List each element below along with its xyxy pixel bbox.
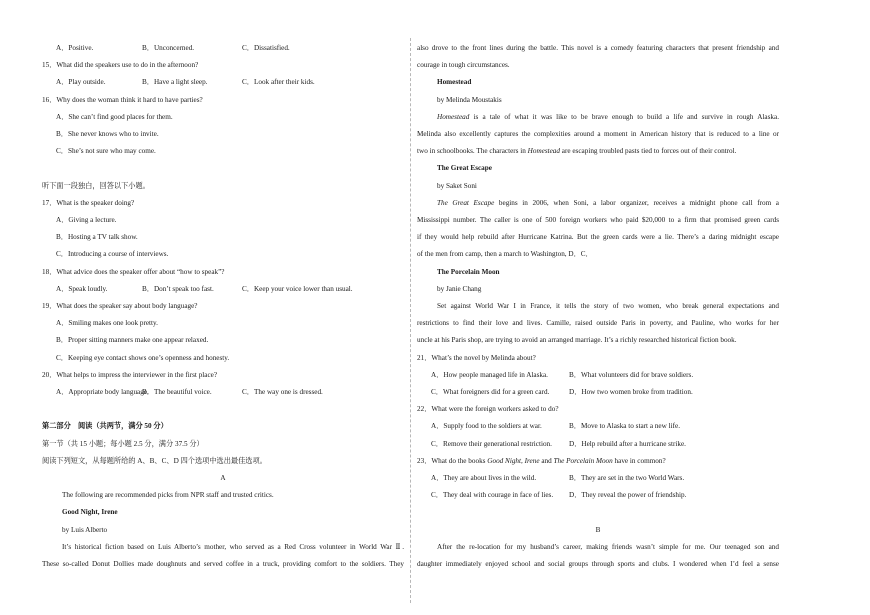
option: C．She’s not sure who may come. — [56, 147, 156, 156]
option: A．Appropriate body language. — [56, 388, 149, 397]
question-21: 21．What’s the novel by Melinda about? — [417, 353, 536, 362]
book-title: The Great Escape — [437, 164, 492, 173]
paragraph-line: It’s historical fiction based on Luis Alberto’s mother, who served as a Red Cross volunteer in World War Ⅱ. — [62, 542, 404, 551]
option: C．The way one is dressed. — [242, 388, 323, 397]
right-column — [417, 40, 779, 573]
question-15: 15．What did the speakers use to do in the afternoon? — [42, 61, 199, 70]
book-title: Good Night, Irene — [62, 508, 118, 517]
paragraph-line — [417, 195, 779, 212]
paragraph-line: restrictions to find their love and lives. Camille, raised outside Paris in poverty, and Pauline, who works for her — [417, 319, 779, 328]
option: C．Remove their generational restriction. — [431, 439, 552, 448]
text: 23．What do the books — [417, 456, 488, 465]
question-22: 22．What were the foreign workers asked to do? — [417, 405, 559, 414]
book-title-italic: Good Night, Irene — [487, 456, 540, 465]
section-one-heading: 第一节（共 15 小题；每小题 2.5 分，满分 37.5 分） — [42, 439, 204, 448]
option: C．Look after their kids. — [242, 78, 315, 87]
option: C．Introducing a course of interviews. — [56, 250, 169, 259]
paragraph-line: if they would help rebuild after Hurricane Katrina. But the green cards were a lie. There’s a daring midnight escape — [417, 233, 779, 242]
paragraph-line: Mississippi number. The caller is one of 500 foreign workers who paid $20,000 to a firm that promised green cards — [417, 216, 779, 225]
option: B．Proper sitting manners make one appear relaxed. — [56, 336, 209, 345]
book-title-italic: Homestead — [437, 112, 470, 121]
q22-options-row2 — [417, 436, 779, 453]
option: C．Keep your voice lower than usual. — [242, 284, 353, 293]
question-20: 20．What helps to impress the interviewer in the first place? — [42, 370, 218, 379]
book-author: by Janie Chang — [437, 284, 482, 293]
option: A．Positive. — [56, 44, 94, 52]
option: A．Giving a lecture. — [56, 216, 117, 225]
book-title: The Porcelain Moon — [437, 267, 500, 276]
option: A．Play outside. — [56, 78, 106, 87]
option: B．She never knows who to invite. — [56, 130, 159, 139]
option: B．They are set in the two World Wars. — [569, 474, 685, 483]
text: are escaping troubled pasts tied to forces out of their control. — [560, 147, 737, 156]
option: A．They are about lives in the wild. — [431, 474, 537, 483]
q20-options — [42, 384, 404, 401]
book-author: by Luis Alberto — [62, 525, 108, 534]
option: B．The beautiful voice. — [142, 388, 212, 397]
paragraph-line: Set against World War I in France, it tells the story of two women, who break general expectations and — [437, 302, 779, 311]
passage-a-label: A — [220, 474, 226, 483]
option: A．Smiling makes one look pretty. — [56, 319, 158, 328]
paragraph-line — [417, 109, 779, 126]
option: B．Move to Alaska to start a new life. — [569, 422, 680, 431]
option: A．She can’t find good places for them. — [56, 112, 173, 121]
q14-options — [42, 40, 404, 57]
option: B．Hosting a TV talk show. — [56, 233, 138, 242]
column-divider — [410, 38, 411, 603]
option: A．How people managed life in Alaska. — [431, 370, 548, 379]
option: C．Keeping eye contact shows one’s openness and honesty. — [56, 353, 230, 362]
question-18: 18．What advice does the speaker offer about “how to speak”? — [42, 267, 225, 276]
option: B．What volunteers did for brave soldiers. — [569, 370, 694, 379]
text: begins in 2006, when Soni, a labor organizer, receives a midnight phone call from a — [494, 198, 779, 207]
book-title-italic: Homestead — [527, 147, 560, 156]
book-author: by Melinda Moustakis — [437, 95, 502, 104]
passage-b-label: B — [595, 525, 601, 534]
paragraph-line: courage in tough circumstances. — [417, 61, 510, 70]
text: and — [539, 456, 554, 465]
q15-options — [42, 74, 404, 91]
passage-intro: The following are recommended picks from NPR staff and trusted critics. — [62, 491, 274, 500]
q23-options-row2 — [417, 487, 779, 504]
paragraph-line: daughter immediately enjoyed school and social groups through sports and clubs. I wondered when I’d feel a sense — [417, 560, 779, 569]
book-author: by Saket Soni — [437, 181, 477, 190]
book-title-italic: The Great Escape — [437, 198, 495, 207]
q22-options-row1 — [417, 418, 779, 435]
question-19: 19．What does the speaker say about body language? — [42, 302, 198, 311]
option: B．Have a light sleep. — [142, 78, 208, 87]
paragraph-line: These so-called Donut Dollies made doughnuts and served coffee in a truck, providing comfort to the soldiers. They — [42, 560, 404, 569]
text: have in common? — [612, 456, 666, 465]
paragraph-line: Melinda also excellently captures the complexities around a moment in American history that is reduced to a line or — [417, 130, 779, 139]
option: D．They reveal the power of friendship. — [569, 491, 687, 500]
q21-options-row1 — [417, 367, 779, 384]
book-title: Homestead — [437, 78, 472, 87]
q21-options-row2 — [417, 384, 779, 401]
text: is a tale of what it was like to be brave enough to build a life and survive in rough Alaska. — [469, 112, 779, 121]
option: B．Unconcerned. — [142, 44, 195, 52]
option: C．They deal with courage in face of lies. — [431, 491, 554, 500]
question-17: 17．What is the speaker doing? — [42, 198, 135, 207]
text: two in schoolbooks. The characters in — [417, 147, 528, 156]
paragraph-line: of the men from camp, then a march to Washington, D．C． — [417, 250, 593, 259]
question-23 — [417, 453, 779, 470]
paragraph-line: uncle at his Paris shop, are trying to avoid an arranged marriage. It’s a richly researched historical fiction book. — [417, 336, 737, 345]
option: B．Don’t speak too fast. — [142, 284, 214, 293]
option: A．Supply food to the soldiers at war. — [431, 422, 542, 431]
paragraph-line: also drove to the front lines during the battle. This novel is a comedy featuring characters that present friendship and — [417, 44, 779, 52]
paragraph-line: After the re-location for my husband’s career, making friends wasn’t simple for me. Our teenaged son and — [437, 542, 779, 551]
option: C．What foreigners did for a green card. — [431, 388, 550, 397]
q23-options-row1 — [417, 470, 779, 487]
option: A．Speak loudly. — [56, 284, 108, 293]
question-16: 16．Why does the woman think it hard to have parties? — [42, 95, 203, 104]
part-two-title: 第二部分 阅读（共两节，满分 50 分） — [42, 422, 168, 431]
left-column — [42, 40, 404, 573]
option: C．Dissatisfied. — [242, 44, 290, 52]
option: D．How two women broke from tradition. — [569, 388, 693, 397]
paragraph-line — [417, 143, 779, 160]
option: D．Help rebuild after a hurricane strike. — [569, 439, 686, 448]
q18-options — [42, 281, 404, 298]
reading-instruction: 阅读下列短文，从每题所给的 A、B、C、D 四个选项中选出最佳选项。 — [42, 456, 267, 465]
book-title-italic: The Porcelain Moon — [553, 456, 613, 465]
listening-instruction: 听下面一段独白，回答以下小题。 — [42, 181, 150, 190]
